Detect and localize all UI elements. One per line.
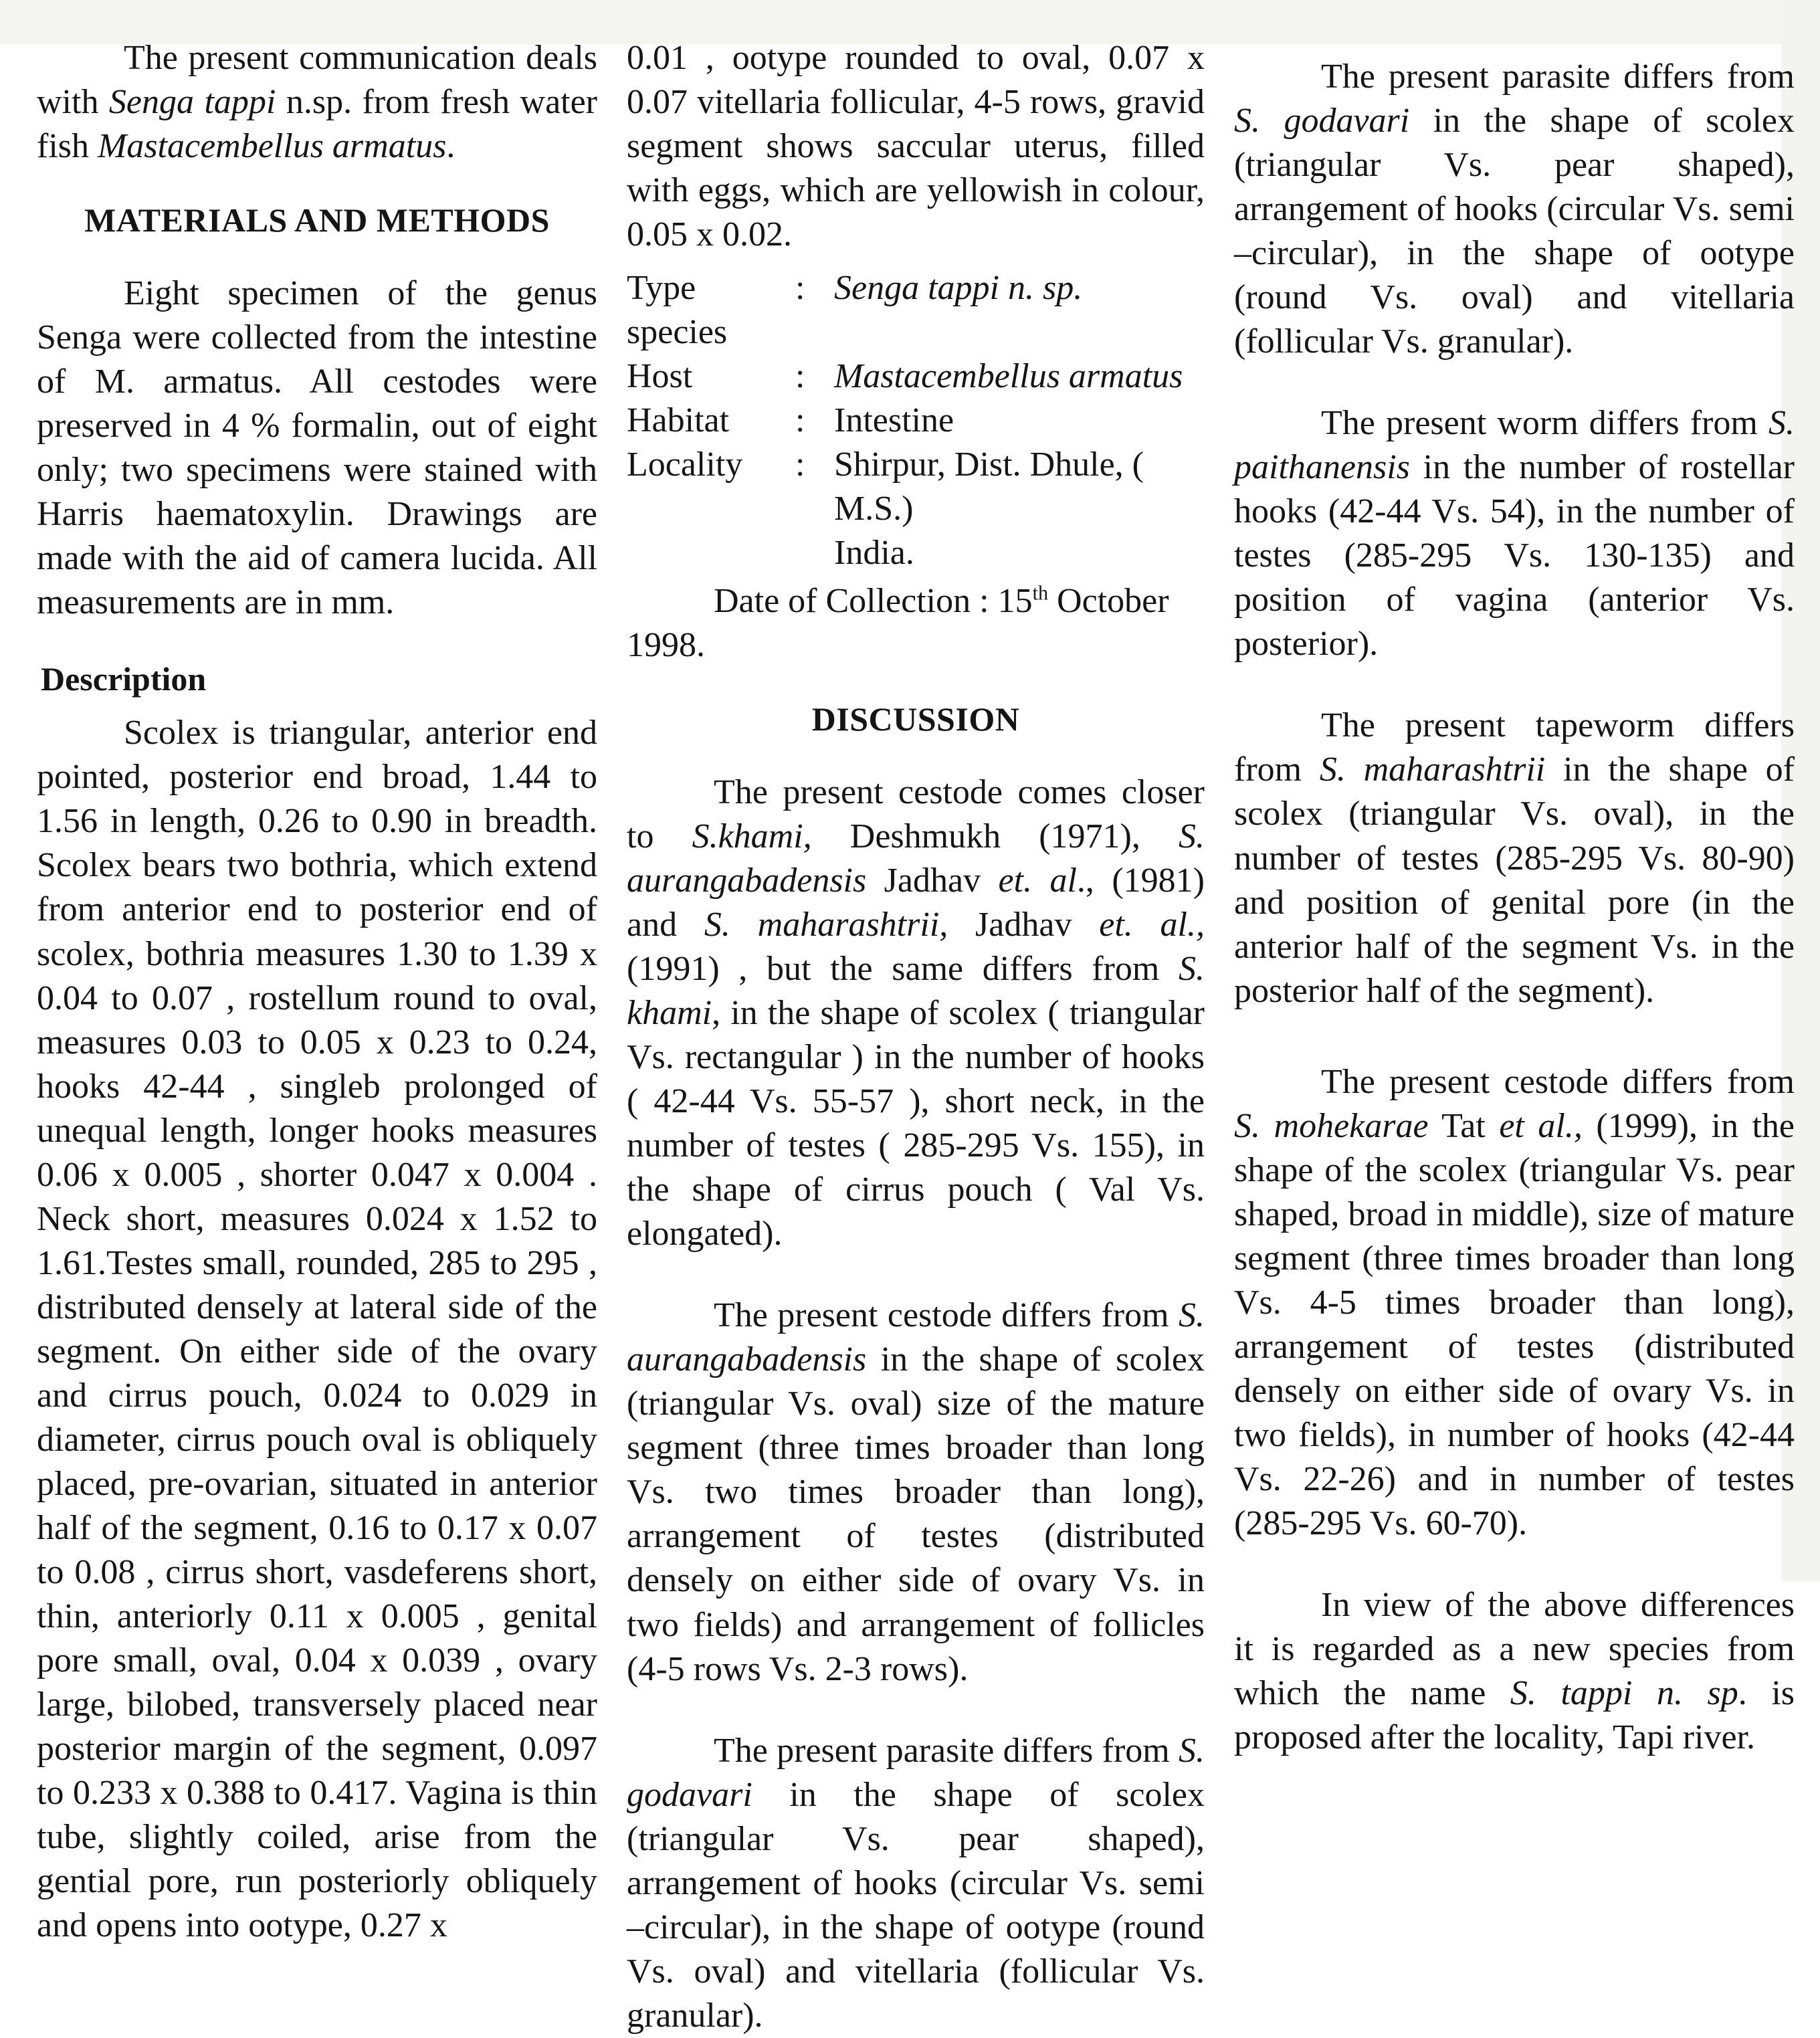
materials-paragraph: Eight specimen of the genus Senga were collected from the intestine of M. armatus. All cestodes were preserved in 4 % formalin, out of eight only; two specimens were stained with Harris haematoxylin. Drawings are made with the aid of camera lucida. All measurements are in mm. — [37, 274, 597, 621]
spec-colon: : — [795, 445, 805, 484]
intro-paragraph: The present communication deals with Senga tappi n.sp. from fresh water fish Mastacembellus armatus. — [37, 39, 597, 166]
spec-label: Type species — [627, 269, 728, 352]
discussion-paragraph-2: The present cestode differs from S. aurangabadensis in the shape of scolex (triangular Vs. oval) size of the mature segment (three times broader than long Vs. two times broader than long), arrangement of testes (distributed densely on either side of ovary Vs. in two fields) and arrangement of follicles (4-5 rows Vs. 2-3 rows). — [627, 1296, 1205, 1688]
type-species-block — [627, 266, 1205, 575]
discussion-paragraph-6: The present tapeworm differs from S. maharashtrii in the shape of scolex (triangular Vs. oval), in the number of testes (285-295 Vs. 80-90) and position of genital pore (in the anterior half of the segment Vs. in the posterior half of the segment). — [1234, 706, 1795, 1010]
spec-label: Host — [627, 357, 693, 396]
spec-row-type-species — [627, 266, 1205, 354]
discussion-paragraph-3: The present parasite differs from S. godavari in the shape of scolex (triangular Vs. pear shaped), arrangement of hooks (circular Vs. semi –circular), in the shape of ootype (round Vs. oval) and vitellaria (follicular Vs. granular). — [627, 1731, 1205, 2035]
conclusion-paragraph: In view of the above differences it is regarded as a new species from which the name S. tappi n. sp. is proposed after the locality, Tapi river. — [1234, 1585, 1795, 1757]
description-paragraph: Scolex is triangular, anterior end pointed, posterior end broad, 1.44 to 1.56 in length, 0.26 to 0.90 in breadth. Scolex bears two bothria, which extend from anterior end to posterior end of scolex, bothria measures 1.30 to 1.39 x 0.04 to 0.07 , rostellum round to oval, measures 0.03 to 0.05 x 0.23 to 0.24, hooks 42-44 , singleb prolonged of unequal length, longer hooks measures 0.06 x 0.005 , shorter 0.047 x 0.004 . Neck short, measures 0.024 x 1.52 to 1.61.Testes small, rounded, 285 to 295 , distributed densely at lateral side of the segment. On either side of the ovary and cirrus pouch, 0.024 to 0.029 in diameter, cirrus pouch oval is obliquely placed, pre-ovarian, situated in anterior half of the segment, 0.16 to 0.17 x 0.07 to 0.08 , cirrus short, vasdeferens short, thin, anteriorly 0.11 x 0.005 , genital pore small, oval, 0.04 x 0.039 , ovary large, bilobed, transversely placed near posterior margin of the segment, 0.097 to 0.233 x 0.388 to 0.417. Vagina is thin tube, slightly coiled, arise from the gential pore, run posteriorly obliquely and opens into ootype, 0.27 x — [37, 714, 597, 1945]
discussion-heading: DISCUSSION — [811, 700, 1020, 738]
column-right — [1234, 36, 1795, 1757]
column-left — [37, 36, 597, 1945]
spec-value: Intestine — [834, 401, 954, 440]
discussion-paragraph-4: The present parasite differs from S. godavari in the shape of scolex (triangular Vs. pear shaped), arrangement of hooks (circular Vs. semi –circular), in the shape of ootype (round Vs. oval) and vitellaria (follicular Vs. granular). — [1234, 58, 1795, 361]
discussion-paragraph-5: The present worm differs from S. paithanensis in the number of rostellar hooks (42-44 Vs. 54), in the number of testes (285-295 Vs. 130-135) and position of vagina (anterior Vs. posterior). — [1234, 404, 1795, 664]
spec-label: Habitat — [627, 401, 730, 440]
spec-colon: : — [795, 269, 805, 308]
column-middle — [627, 36, 1205, 2035]
spec-label: Locality — [627, 445, 743, 484]
spec-row-host — [627, 354, 1205, 399]
discussion-paragraph-7: The present cestode differs from S. mohekarae Tat et al., (1999), in the shape of the scolex (triangular Vs. pear shaped, broad in middle), size of mature segment (three times broader than long Vs. 4-5 times broader than long), arrangement of testes (distributed densely on either side of ovary Vs. in two fields), in number of hooks (42-44 Vs. 22-26) and in number of testes (285-295 Vs. 60-70). — [1234, 1062, 1795, 1542]
description-continuation-paragraph: 0.01 , ootype rounded to oval, 0.07 x 0.07 vitellaria follicular, 4-5 rows, gravid segment shows saccular uterus, filled with eggs, which are yellowish in colour, 0.05 x 0.02. — [627, 39, 1205, 254]
spec-value: Mastacembellus armatus — [834, 357, 1183, 396]
date-of-collection-line: Date of Collection : 15th October 1998. — [627, 582, 1169, 665]
spec-value: Shirpur, Dist. Dhule, ( M.S.) India. — [834, 445, 1144, 573]
spec-row-habitat — [627, 399, 1205, 443]
spec-colon: : — [795, 401, 805, 440]
spec-value: Senga tappi n. sp. — [834, 269, 1083, 308]
spec-row-locality — [627, 443, 1205, 575]
materials-methods-heading: MATERIALS AND METHODS — [84, 201, 550, 239]
spec-colon: : — [795, 357, 805, 396]
description-heading: Description — [41, 659, 207, 698]
discussion-paragraph-1: The present cestode comes closer to S.khami, Deshmukh (1971), S. aurangabadensis Jadhav et. al., (1981) and S. maharashtrii, Jadhav et. al., (1991) , but the same differs from S. khami, in the shape of scolex ( triangular Vs. rectangular ) in the number of hooks ( 42-44 Vs. 55-57 ), short neck, in the number of testes ( 285-295 Vs. 155), in the shape of cirrus pouch ( Val Vs. elongated). — [627, 773, 1205, 1253]
